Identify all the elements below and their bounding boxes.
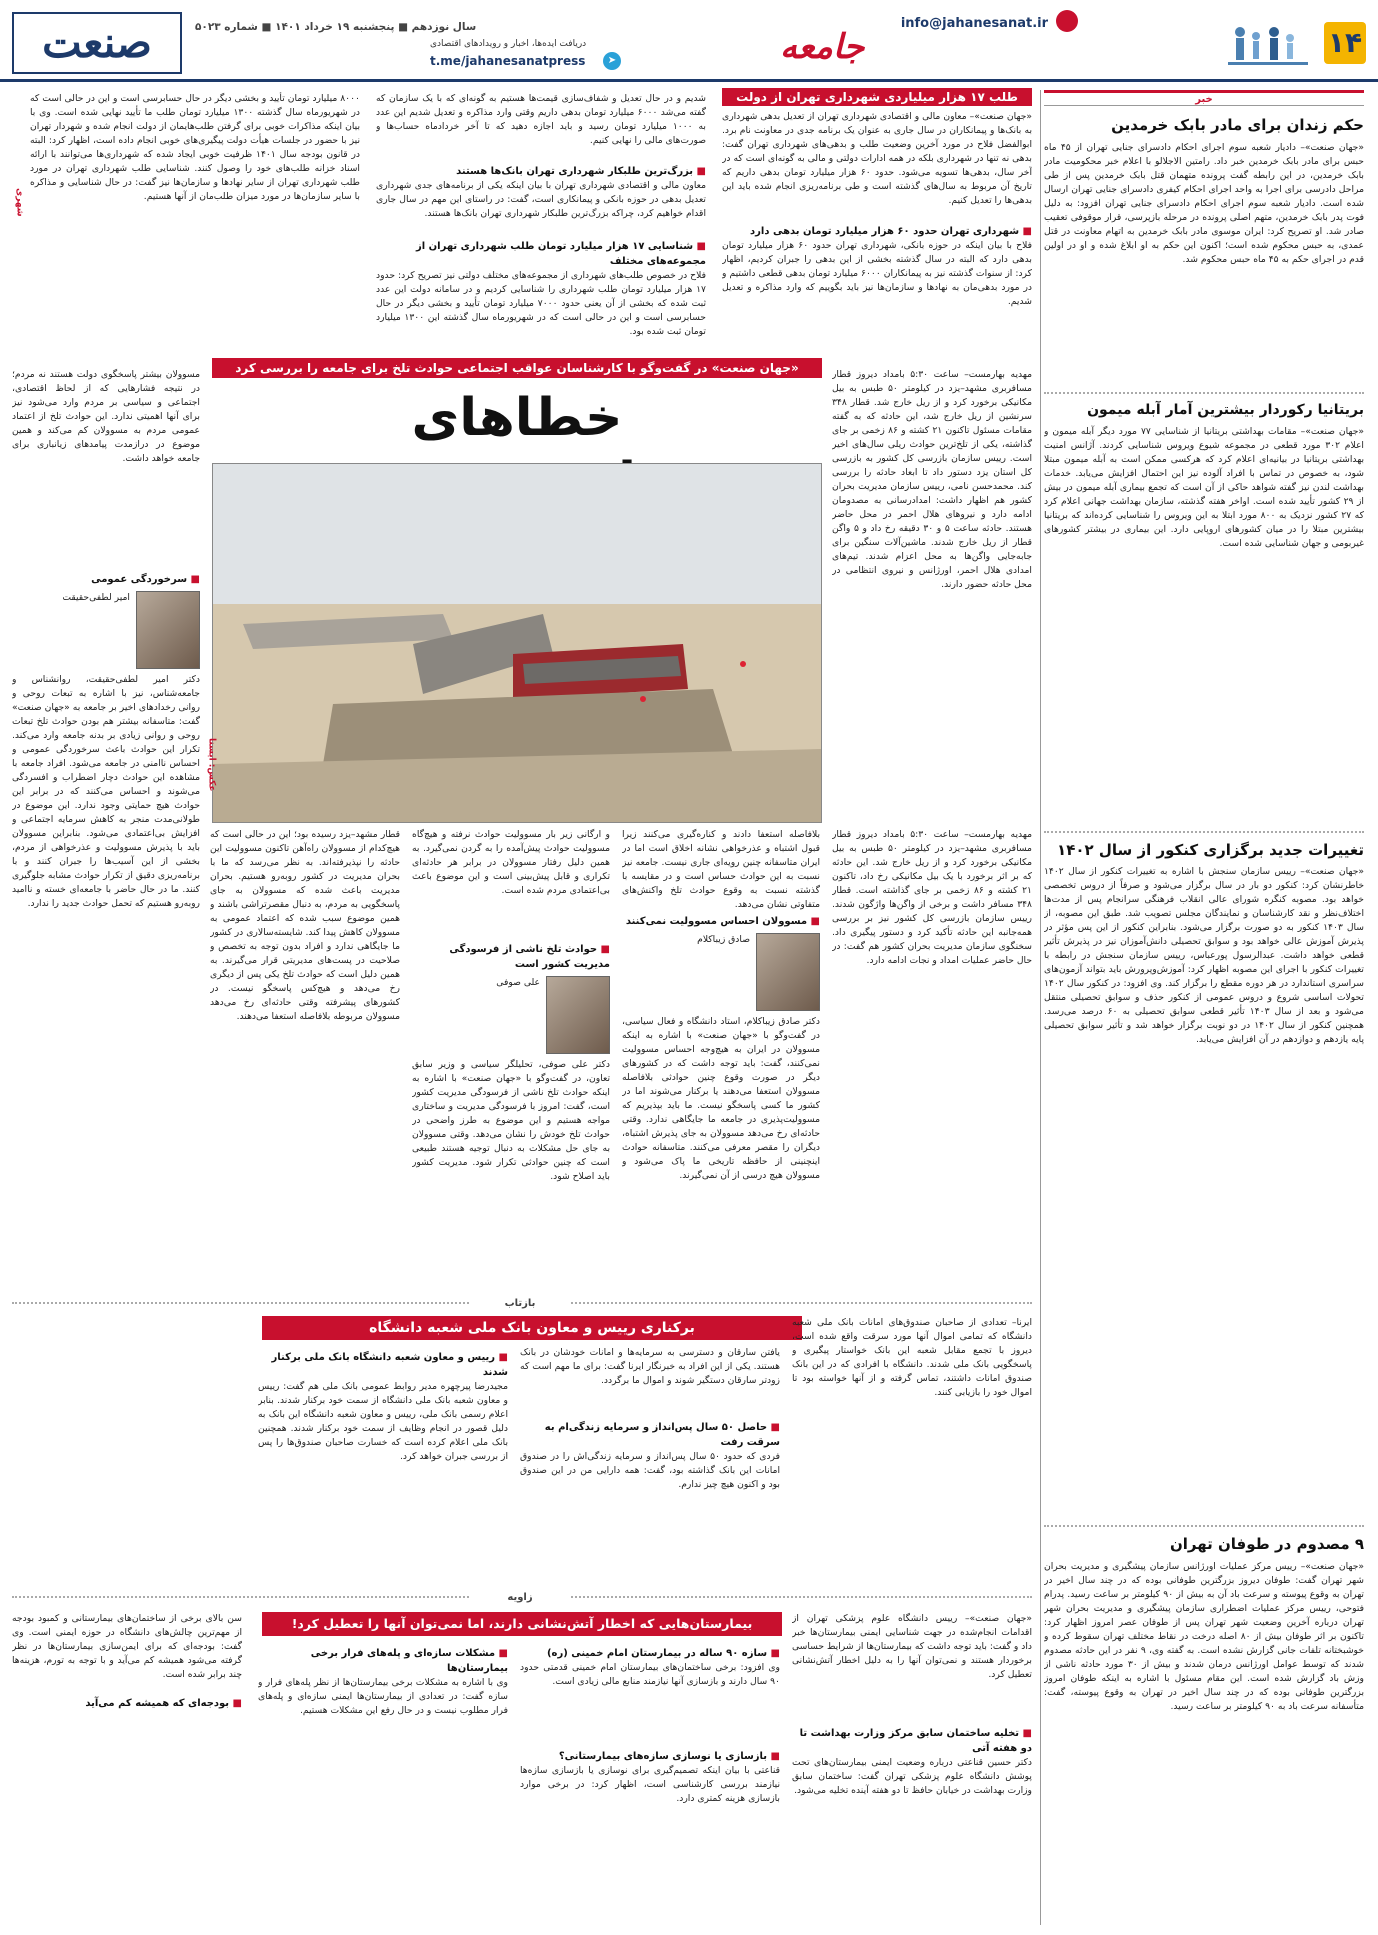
storm-story (1044, 1525, 1364, 1925)
paragraph: بلافاصله استعفا دادند و کناره‌گیری می‌کنند زیرا قبول اشتباه و عذرخواهی نشانه اخلاق است اما در ایران متاسفانه چنین رویه‌ای جاری نیست. جامعه نیز نسبت به این حوادث حساس است و در مقایسه با گذشته نسبت به وقوع حوادث تلخ واکنش‌های متفاوتی نشان می‌دهد. (622, 829, 820, 910)
bank-story-title: برکناری رییس و معاون بانک ملی شعبه دانشگاه (262, 1316, 802, 1340)
paragraph: معاون مالی و اقتصادی شهرداری تهران با بیان اینکه یکی از برنامه‌های جدی شهرداری تعدیل بدهی در حوزه بانکی و پیمانکاری است، گفت: در راستای این مهم در سال جاری اقدام خواهیم کرد، چراکه بزرگ‌ترین طلبکار شهرداری تهران بانک‌ها هستند. (376, 180, 706, 219)
section-label: زاویه (470, 1590, 570, 1605)
paragraph: مهدیه بهارمست– ساعت ۵:۳۰ بامداد دیروز قطار مسافربری مشهد–یزد در کیلومتر ۵۰ طبس به بیل مکانیکی برخورد کرد و از ریل خارج شد. این حادثه که بر اثر برخورد با یک بیل مکانیکی رخ داد، تاکنون ۲۱ کشته و ۸۶ زخمی بر جای گذاشته است. قطار ۳۴۸ مسافر داشت و برخی از واگن‌ها واژگون شدند. رییس سازمان بازرسی کل کشور نیز بر بررسی همه‌جانبه این حادثه تأکید کرد و دستور پیگیری داد. سخنگوی سازمان مدیریت بحران کشور هم گفت: در حال حاضر عملیات امداد و نجات ادامه دارد. (832, 829, 1032, 966)
paragraph: وی با اشاره به مشکلات برخی بیمارستان‌ها از نظر پله‌های فرار و سازه گفت: در تعدادی از بیمارستان‌ها ایمنی سازه‌ای و پله‌های فرار مطلوب نیست و در حال رفع این مشکلات هستیم. (258, 1677, 508, 1716)
hospital-col-1 (792, 1612, 1032, 1927)
hospital-col-2 (520, 1642, 780, 1927)
right-column (1044, 90, 1364, 1690)
paragraph: و ارگانی زیر بار مسوولیت حوادث نرفته و هیچ‌گاه مسوولیت حوادث پیش‌آمده را به گردن نمی‌گیرد. به همین دلیل رفتار مسوولان در برابر هر حادثه‌ای تکراری و قابل پیش‌بینی است و این موضوع باعث بی‌اعتمادی مردم شده است. (412, 829, 610, 896)
section-title: جامعه (780, 27, 865, 67)
newspaper-logo (12, 12, 182, 74)
photo-credit: عکس: ایسنا (206, 738, 217, 792)
telegram-caption: دریافت ایده‌ها، اخبار و رویدادهای اقتصادی (430, 39, 587, 49)
bank-col-1 (792, 1316, 1032, 1586)
paragraph: «جهان صنعت»– رییس دانشگاه علوم پزشکی تهران از اقدامات انجام‌شده در جهت شناسایی ایمنی بیمارستان‌ها خبر داد و گفت: باید توجه داشت که بیمارستان‌ها از شرایط حساسی برخوردار هستند و نمی‌توان آنها را به دلیل اخطار آتش‌نشانی تعطیل کرد. (792, 1613, 1032, 1680)
side-label: شهری (14, 188, 25, 217)
bank-col-3 (258, 1346, 508, 1586)
paragraph: فلاح در خصوص طلب‌های شهرداری از مجموعه‌های مختلف دولتی نیز تصریح کرد: حدود ۱۷ هزار میلیارد تومان طلب شهرداری را شناسایی کردیم و در سامانه دولت این عدد ثبت شده که بخشی از آن یعنی حدود ۷۰۰۰ میلیارد تومان تأیید و بخشی دیگر در حال حسابرسی است و این در حالی است که در شهریورماه سال گذشته این ۱۳۰۰ میلیارد تومان ثبت شده بود. (376, 270, 706, 337)
top-story-col-2 (376, 92, 706, 350)
email-icon (1056, 10, 1078, 32)
paragraph: یافتن سارقان و دسترسی به سرمایه‌ها و امانات خودشان در بانک هستند. یکی از این افراد به خبرنگار ایرنا گفت: برای ما مهم است که زودتر سارقان دستگیر شوند و اموال ما برگردد. (520, 1347, 780, 1386)
issue-meta: سال نوزدهم ■ پنجشنبه ۱۹ خرداد ۱۴۰۱ ■ شماره ۵۰۲۳ (195, 21, 477, 33)
feature-story (12, 358, 1032, 1298)
subheading: ■ بزرگ‌ترین طلبکار شهرداری تهران بانک‌ها هستند (376, 164, 706, 179)
hospital-story-title: بیمارستان‌هایی که اخطار آتش‌نشانی دارند، اما نمی‌توان آنها را تعطیل کرد! (262, 1612, 782, 1636)
subheading: ■ بازسازی یا نوسازی سازه‌های بیمارستانی؟ (520, 1749, 780, 1764)
subheading: ■ سرخوردگی عمومی (12, 572, 200, 587)
paragraph: «جهان صنعت»– معاون مالی و اقتصادی شهرداری تهران از تعدیل بدهی شهرداری به بانک‌ها و پیمانکاران در سال جاری به عنوان یک برنامه جدی در معاونت نام برد. ابوالفضل فلاح در مورد آخرین وضعیت طلب و بدهی‌های شهرداری تهران گفت: بدهی نه تنها در شهرداری بلکه در همه ادارات دولتی و مالی به گونه‌ای است که در آخر سال، بدهی‌ها تسویه می‌شود. حدود ۶۰ هزار میلیارد تومان بدهی داریم که تاریخ آن مربوط به سال‌های گذشته است و طی برنامه‌ریزی انجام شده باید این بدهی‌ها را تعدیل کنیم. (722, 111, 1032, 206)
news-kicker: خبر (1044, 90, 1364, 106)
train-crash-photo (212, 463, 822, 823)
column-rule (1040, 90, 1041, 1925)
story-body: «جهان صنعت»– رییس مرکز عملیات اورژانس سازمان پیشگیری و مدیریت بحران شهر تهران گفت: طوفان دیروز بزرگترین طوفانی بوده که در چند سال اخیر در تهران به وقوع پیوسته و سرعت باد آن به بیش از ۹۰ کیلومتر بر ساعت رسید. پدرام فتوحی، رییس مرکز عملیات اضطراری سازمان پیشگیری و مدیریت بحران شهر تهران درباره آخرین وضعیت شهر تهران پس از طوفان عصر امروز اظهار کرد: تاکنون بر اثر طوفان بیش از ۸۰ اصله درخت در نقاط مختلف تهران سقوط کرده و خوشبختانه تلفات جانی گزارش نشده است. به گفته وی، ۹ نفر در این حادثه مصدوم شدند که توسط عوامل اورژانس درمان شدند و بیش از ۳۰ مورد حادثه ناشی از وزش باد گزارش شده است. این مقام مسئول با اشاره به اینکه طوفان امروز بزرگترین طوفانی بوده که در چند سال اخیر در تهران به وقوع پیوسته، گفت: متأسفانه سرعت باد به ۹۰ کیلومتر بر ساعت رسید. (1044, 1560, 1364, 1712)
paragraph: ۸۰۰۰ میلیارد تومان تأیید و بخشی دیگر در حال حسابرسی است و این در حالی است که در شهریورماه سال گذشته ۱۳۰۰ میلیارد تومان طلب ما تأیید نهایی شده است. وی با بیان اینکه مذاکرات خوبی برای گرفتن طلب‌هایمان از دولت انجام شده و شهردار تهران نیز با حضور در جلسات هیأت دولت پیگیری‌های خوبی انجام داده است، اظهار کرد: البته در قانون بودجه سال ۱۴۰۱ ظرفیت خوبی ایجاد شده که شهرداری‌ها می‌توانند با ارائه اسناد خزانه طلب‌های خود را وصول کنند. شناسایی طلب شهرداری تهران در مورد طلب شهرداری تهران از سایر نهادها و سازمان‌ها نیز گفت: در حال شناسایی و مذاکره با سایر سازمان‌ها در مورد میزان طلب‌مان از آنها هستیم. (30, 93, 360, 202)
family-illustration-icon (1228, 24, 1308, 74)
expert-name: علی صوفی (496, 977, 540, 988)
divider (1044, 392, 1364, 394)
page-number: ۱۴ (1324, 22, 1366, 64)
subheading: ■ تخلیه ساختمان سابق مرکز وزارت بهداشت تا دو هفته آتی (792, 1726, 1032, 1756)
subheading: ■ مسوولان احساس مسوولیت نمی‌کنند (622, 914, 820, 929)
top-story-col-3 (30, 92, 360, 342)
hospital-col-3 (258, 1642, 508, 1927)
subheading: ■ شهرداری تهران حدود ۶۰ هزار میلیارد تومان بدهی دارد (722, 224, 1032, 239)
email-link[interactable]: info@jahanesanat.ir (900, 16, 1048, 31)
hospital-story (12, 1612, 1032, 1930)
story-title: تغییرات جدید برگزاری کنکور از سال ۱۴۰۲ (1057, 840, 1364, 859)
masthead (0, 0, 1378, 82)
paragraph: دکتر امیر لطفی‌حقیقت، روانشناس و جامعه‌شناس، نیز با اشاره به تبعات روحی و روانی رخدادهای اخیر بر جامعه به «جهان صنعت» گفت: متاسفانه بیشتر هم بودن حوادث تلخ تبعات روحی و روانی زیادی بر بدنه جامعه وارد می‌کند. تکرار این حوادث باعث سرخوردگی عمومی و احساس ناامنی در جامعه می‌شود. افراد جامعه با مشاهده این حوادث دچار اضطراب و افسردگی می‌شوند و احساس می‌کنند که در برابر این حوادث هیچ حمایتی وجود ندارد. این موضوع در طولانی‌مدت منجر به کاهش سرمایه اجتماعی و افزایش بی‌اعتمادی می‌شود. بنابراین مسوولان باید با پذیرش مسوولیت و عذرخواهی از مردم، بخشی از این آسیب‌ها را جبران کنند و با برنامه‌ریزی دقیق از تکرار حوادث مشابه جلوگیری کنند. ما در حال حاضر با جامعه‌ای خسته و ناامید روبه‌رو هستیم که تحمل حوادث جدید را ندارد. (12, 674, 200, 909)
story-title: بریتانیا رکوردار بیشترین آمار آبله میمون (1087, 401, 1364, 418)
divider (1044, 831, 1364, 833)
story-title: ۹ مصدوم در طوفان تهران (1169, 1535, 1364, 1553)
feature-title: خطاهای (411, 388, 623, 448)
feature-col-2 (622, 828, 820, 1288)
paragraph: قطار مشهد–یزد رسیده بود؛ این در حالی است که هیچ‌کدام از مسوولان راه‌آهن تاکنون مسوولیت این حادثه را نپذیرفته‌اند. به نظر می‌رسد که ما با بحران مدیریت در کشور روبه‌رو هستیم. بحران مدیریت باعث شده که مسوولان به جای پاسخگویی به مردم، به دنبال مقصرتراشی باشند و همین موضوع سبب شده که اعتماد عمومی به مسوولان کاهش پیدا کند. شایسته‌سالاری در کشور ما جایگاهی ندارد و افراد بدون توجه به تخصص و صلاحیت در پست‌های مدیریتی قرار می‌گیرند. به همین دلیل است که حوادث تلخ یکی پس از دیگری رخ می‌دهد و هیچ‌کس پاسخگو نیست. در کشورهای پیشرفته وقتی حادثه‌ای رخ می‌دهد مسوولان مربوطه بلافاصله استعفا می‌دهند. (210, 829, 400, 1022)
subheading: ■ شناسایی ۱۷ هزار میلیارد تومان طلب شهرداری تهران از مجموعه‌های مختلف (376, 239, 706, 269)
story-body: «جهان صنعت»– دادیار شعبه سوم اجرای احکام دادسرای جنایی تهران از ۴۵ ماه حبس برای مادر بابک خرمدین خبر داد. رامتین الاجلالو با اعلام خبر محکومیت مادر بابک خرمدین، در این رابطه گفت پرونده متهمان قتل بابک خرمدین پس از طی مراحل دادرسی برای اجرا به واحد اجرای احکام کیفری دادسرای جنایی تهران ارسال شده است. دادیار شعبه سوم اجرای احکام دادسرای جنایی تهران افزود: به دلیل فوت پدر بابک خرمدین، متهم اصلی پرونده در مرحله بازپرسی، قرار موقوفی تعقیب صادر شد. او تصریح کرد: ایران موسوی مادر بابک خرمدین به اتهام معاونت در قتل عمدی، به حبس محکوم شده است؛ اکنون این حکم به او ابلاغ شده و او در اولین قدم در اجرای حکم به ۴۵ ماه حبس محکوم شد. (1044, 141, 1364, 265)
subheading: ■ مشکلات سازه‌ای و پله‌های فرار برخی بیمارستان‌ها (258, 1646, 508, 1676)
expert-portrait (546, 976, 610, 1054)
paragraph: قناعتی با بیان اینکه تصمیم‌گیری برای نوسازی یا بازسازی سازه‌ها نیازمند بررسی کارشناسی است، اظهار کرد: در برخی موارد بازسازی هزینه کمتری دارد. (520, 1765, 780, 1804)
paragraph: مجیدرضا پیرچهره مدیر روابط عمومی بانک ملی هم گفت: رییس و معاون شعبه بانک ملی دانشگاه از سمت خود برکنار شدند. بنابر اعلام رسمی بانک ملی، رییس و معاون شعبه دانشگاه این بانک به دلیل قصور در انجام وظایف از سمت خود برکنار شدند. همچنین بانک ملی اعلام کرده است که خسارت صاحبان صندوق‌ها را پس از بررسی جبران خواهد کرد. (258, 1381, 508, 1462)
paragraph: مهدیه بهارمست– ساعت ۵:۳۰ بامداد دیروز قطار مسافربری مشهد–یزد در کیلومتر ۵۰ طبس به بیل مکانیکی برخورد کرد و از ریل خارج شد. قطار ۳۴۸ سرنشین از ریل خارج شد، این حادثه که به گفته مقامات مسئول تاکنون ۲۱ کشته و ۸۶ زخمی بر جای گذاشته، یکی از تلخ‌ترین حوادث ریلی سال‌های اخیر است. رییس سازمان بازرسی کل کشور به بازرسی کل استان یزد دستور داد تا ابعاد حادثه را بررسی کند. محمدحسن نامی، رییس سازمان مدیریت بحران کشور هم اظهار داشت: امدادرسانی به مصدومان ادامه دارد و نیروهای هلال احمر در محل حاضر هستند. حادثه ساعت ۵ و ۳۰ دقیقه رخ داد و ۵ واگن قطار از ریل خارج شدند. ماشین‌آلات سنگین برای جابه‌جایی واگن‌ها به محل اعزام شدند. تیم‌های امدادی هلال احمر، اورژانس و نیروی انتظامی در محل حادثه حضور دارند. (832, 369, 1032, 590)
paragraph: ایرنا– تعدادی از صاحبان صندوق‌های امانات بانک ملی شعبه دانشگاه که تمامی اموال آنها مورد سرقت واقع شده است، دیروز با تجمع مقابل شعبه این بانک خواستار پیگیری و پاسخگویی بانک ملی شدند. دانشگاه با افرادی که در این بانک صندوق امانات داشتند، تماس گرفته و از آنها خواسته بود تا اموال خود را بازیابی کنند. (792, 1317, 1032, 1398)
paragraph: سن بالای برخی از ساختمان‌های بیمارستانی و کمبود بودجه از مهم‌ترین چالش‌های دانشگاه در حوزه ایمنی است. وی گفت: بودجه‌ای که برای ایمن‌سازی بیمارستان‌ها در نظر گرفته می‌شود همیشه کم می‌آید و با توجه به تورم، هزینه‌ها چند برابر شده است. (12, 1613, 242, 1680)
feature-col-1b (832, 828, 1032, 1288)
paragraph: دکتر صادق زیباکلام، استاد دانشگاه و فعال سیاسی، در گفت‌وگو با «جهان صنعت» با اشاره به اینکه مسوولان در ایران به هیچ‌وجه احساس مسوولیت نمی‌کنند، گفت: باید توجه داشت که در کشورهای دیگر در صورت وقوع چنین حوادثی بلافاصله مسوولان استعفا می‌دهند یا برکنار می‌شوند اما در کشور ما کسی پاسخگو نیست. ما باید بپذیریم که مسوولیت‌پذیری در جامعه ما جایگاهی ندارد. وقتی حادثه‌ای رخ می‌دهد مسوولان به جای پذیرش اشتباه، دیگران را مقصر معرفی می‌کنند. متاسفانه حوادث اینچنینی از حافظه تاریخی ما پاک می‌شود و مسوولان هیچ درسی از آن نمی‌گیرند. (622, 1016, 820, 1181)
expert-portrait (136, 591, 200, 669)
paragraph: شدیم و در حال تعدیل و شفاف‌سازی قیمت‌ها هستیم به گونه‌ای که با یک سازمان که گفته می‌شد ۶۰۰۰ میلیارد تومان بدهی داریم وقتی وارد مذاکره و تعدیل شدیم این عدد به ۱۰۰۰ میلیارد تومان رسید و باید اجازه دهید که تا آخر خردادماه حساب‌ها و صورت‌های مالی را نهایی کنیم. (376, 93, 706, 146)
feature-col-3 (412, 828, 610, 1288)
top-story-title: طلب ۱۷ هزار میلیاردی شهرداری تهران از دولت (722, 88, 1032, 106)
bank-story (12, 1316, 1032, 1588)
bank-col-2 (520, 1346, 780, 1586)
divider (1044, 1525, 1364, 1527)
story-title: حکم زندان برای مادر بابک خرمدین (1111, 116, 1364, 134)
paragraph: دکتر علی صوفی، تحلیلگر سیاسی و وزیر سابق تعاون، در گفت‌وگو با «جهان صنعت» با اشاره به اینکه حوادث تلخ ناشی از فرسودگی مدیریت کشور است، گفت: امروز با فرسودگی مدیریت و ساختاری مواجه هستیم و این موضوع به طرز واضحی در حوادث تلخ خودش را نشان می‌دهد. وقتی مسوولان به جای حل مشکلات به دنبال توجیه هستند طبیعی است که چنین حوادثی تکرار شود. مدیریت کشور باید اصلاح شود. (412, 1059, 610, 1182)
subheading: ■ بودجه‌ای که همیشه کم می‌آید (12, 1696, 242, 1711)
hospital-col-4 (12, 1612, 242, 1927)
expert-name: صادق زیباکلام (697, 934, 750, 945)
top-story (12, 88, 1032, 350)
telegram-link[interactable]: t.me/jahanesanatpress (430, 54, 586, 68)
section-label: بازتاب (470, 1296, 570, 1311)
subheading: ■ سازه ۹۰ ساله در بیمارستان امام خمینی (ره) (520, 1646, 780, 1661)
logo-text: صنعت (42, 18, 152, 67)
paragraph: وی افزود: برخی ساختمان‌های بیمارستان امام خمینی قدمتی حدود ۹۰ سال دارند و بازسازی آنها نیازمند منابع مالی زیادی است. (520, 1662, 780, 1687)
story-body: «جهان صنعت»– رییس سازمان سنجش با اشاره به تغییرات کنکور از سال ۱۴۰۲ خاطرنشان کرد: کنکور دو بار در سال برگزار می‌شود و صرفاً از دروس تخصصی خواهد بود. مصوبه کنگره شورای عالی انقلاب فرهنگی سرانجام پس از مدت‌ها اختلاف‌نظر و نقد کارشناسان و نمایندگان مجلس تصویب شد. طبق این مصوبه، از سال ۱۴۰۳ کنکور به دو صورت برگزار می‌شود. بنابراین کنکور از این پس مؤثر در پذیرش آموزش عالی خواهد بود و سوابق تحصیلی دانش‌آموزان نیز در پذیرش تأثیر قطعی خواهد داشت. عبدالرسول پورعباس، رییس سازمان سنجش در رابطه با تغییرات کنکور با اجرای این مصوبه اظهار کرد: آموزش‌وپرورش باید بتواند آزمون‌های سراسری استاندارد در هر دوره مقطع را برگزار کند. وی افزود: در کنکور سال ۱۴۰۲ تحولات اساسی شروع و دروس عمومی از کنکور حذف و سوابق تحصیلی منتقل می‌شود و بعد از سال ۱۴۰۳ تأثیر قطعی سوابق تحصیلی به ۶۰ درصد می‌رسد. همچنین کنکور از سال ۱۴۰۲ در دو نوبت برگزار خواهد شد و تأثیر سوابق تحصیلی پایه یازدهم و دوازدهم در آن افزایش می‌یابد. (1044, 866, 1364, 1045)
feature-kicker: «جهان صنعت» در گفت‌وگو با کارشناسان عواقب اجتماعی حوادث تلخ برای جامعه را بررسی کرد (212, 358, 822, 378)
paragraph: دکتر حسین قناعتی درباره وضعیت ایمنی بیمارستان‌های تحت پوشش دانشگاه علوم پزشکی تهران گفت: ساختمان سابق وزارت بهداشت در خیابان حافظ تا دو هفته آینده تخلیه می‌شود. (792, 1757, 1032, 1796)
feature-col-4 (210, 828, 400, 1288)
top-story-col-1 (722, 110, 1032, 350)
subheading: ■ حوادث تلخ ناشی از فرسودگی مدیریت کشور است (412, 942, 610, 972)
subheading: ■ حاصل ۵۰ سال پس‌انداز و سرمایه زندگی‌ام به سرقت رفت (520, 1420, 780, 1450)
paragraph: فلاح با بیان اینکه در حوزه بانکی، شهرداری تهران حدود ۶۰ هزار میلیارد تومان بدهی دارد که البته در سال گذشته بخشی از این بدهی را جبران کردیم، اظهار کرد: از سنوات گذشته نیز به پیمانکاران ۶۰۰۰ میلیارد تومان بدهی قطعی داشتیم و در مورد بدهی‌مان به نهادها و سازمان‌ها نیز باید بگوییم که وارد مذاکره و تعدیل شدیم. (722, 240, 1032, 307)
paragraph: فردی که حدود ۵۰ سال پس‌انداز و سرمایه زندگی‌اش را در صندوق امانات این بانک گذاشته بود، گفت: همه دارایی من در این صندوق بود و اکنون هیچ چیز ندارم. (520, 1451, 780, 1490)
story-body: «جهان صنعت»– مقامات بهداشتی بریتانیا از شناسایی ۷۷ مورد دیگر آبله میمون و اعلام ۳۰۲ مورد قطعی در مجموعه شیوع ویروس شناسایی کردند. آژانس امنیت بهداشتی بریتانیا در بیانیه‌ای اعلام کرد که هرکسی ممکن است به آبله میمون مبتلا شود، به خصوص در تماس با افراد آلوده نیز این احتمال افزایش می‌یابد. خدمات بهداشت لندن نیز گفته شواهد حاکی از آن است که تجمع بیماری آبله میمون در بیش از ۲۹ کشور تأیید شده است. اواخر هفته گذشته، سازمان بهداشت جهانی اعلام کرد که ۲۷ کشور نزدیک به ۸۰۰ مورد ابتلا به این ویروس را شناسایی کرده‌اند که بریتانیا بیشترین مبتلا را در میان کشورهای اروپایی دارد. این بیماری در بیشتر کشورهای غیربومی و جهان شناسایی شده است. (1044, 425, 1364, 549)
expert-name: امیر لطفی‌حقیقت (62, 592, 130, 603)
telegram-icon: ➤ (603, 52, 621, 70)
expert-portrait (756, 933, 820, 1011)
feature-col-left (12, 368, 200, 1298)
paragraph: مسوولان بیشتر پاسخگوی دولت هستند نه مردم؛ در نتیجه فشارهایی که از لحاظ اقتصادی، اجتماعی و سیاسی بر مردم وارد می‌شود نیز برای آنها اهمیتی ندارد. این حوادث تلخ از اعتماد عمومی مردم به مسوولان کم می‌کند و همین موضوع در درازمدت پیامدهای زیانباری برای جامعه خواهد داشت. (12, 369, 200, 464)
subheading: ■ رییس و معاون شعبه دانشگاه بانک ملی برکنار شدند (258, 1350, 508, 1380)
